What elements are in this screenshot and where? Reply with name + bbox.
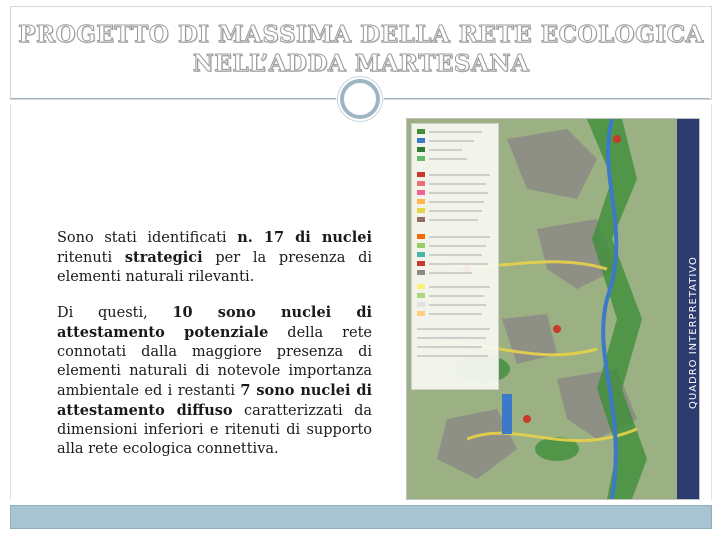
bold-run: 7 sono nuclei di attestamento diffuso (57, 382, 372, 419)
divider-left (10, 98, 336, 99)
map-legend (411, 123, 499, 390)
map-side-label: QUADRO INTERPRETATIVO (688, 256, 699, 409)
paragraph-2 (57, 303, 372, 459)
paragraph-1 (57, 228, 372, 287)
body-text (57, 228, 372, 475)
text-run: caratterizzati da dimensioni inferiori e ritenuti di supporto alla rete ecologica connettiva. (57, 403, 372, 457)
text-run: ritenuti (57, 250, 125, 266)
divider-right (384, 98, 710, 99)
bold-run: 10 sono nuclei di attestamento potenziale (57, 304, 372, 341)
ecological-network-map (406, 118, 700, 500)
text-run: per la presenza di elementi naturali rilevanti. (57, 250, 372, 285)
bold-run: strategici (124, 249, 203, 266)
title-line-1: PROGETTO DI MASSIMA DELLA RETE ECOLOGICA (18, 21, 704, 48)
text-run: Di questi, (57, 305, 173, 321)
text-run: Sono stati identificati (57, 230, 238, 246)
title-line-2: NELL’ADDA MARTESANA (192, 50, 530, 77)
bold-run: n. 17 di nuclei (237, 229, 372, 246)
legend-swatches (412, 124, 498, 389)
footer-bar (10, 505, 712, 529)
text-run: della rete connotati dalla maggiore presenza di elementi naturali di notevole importanza ambientale ed i restanti (57, 325, 372, 399)
circle-ornament (340, 79, 380, 119)
map-side-band (677, 119, 699, 499)
